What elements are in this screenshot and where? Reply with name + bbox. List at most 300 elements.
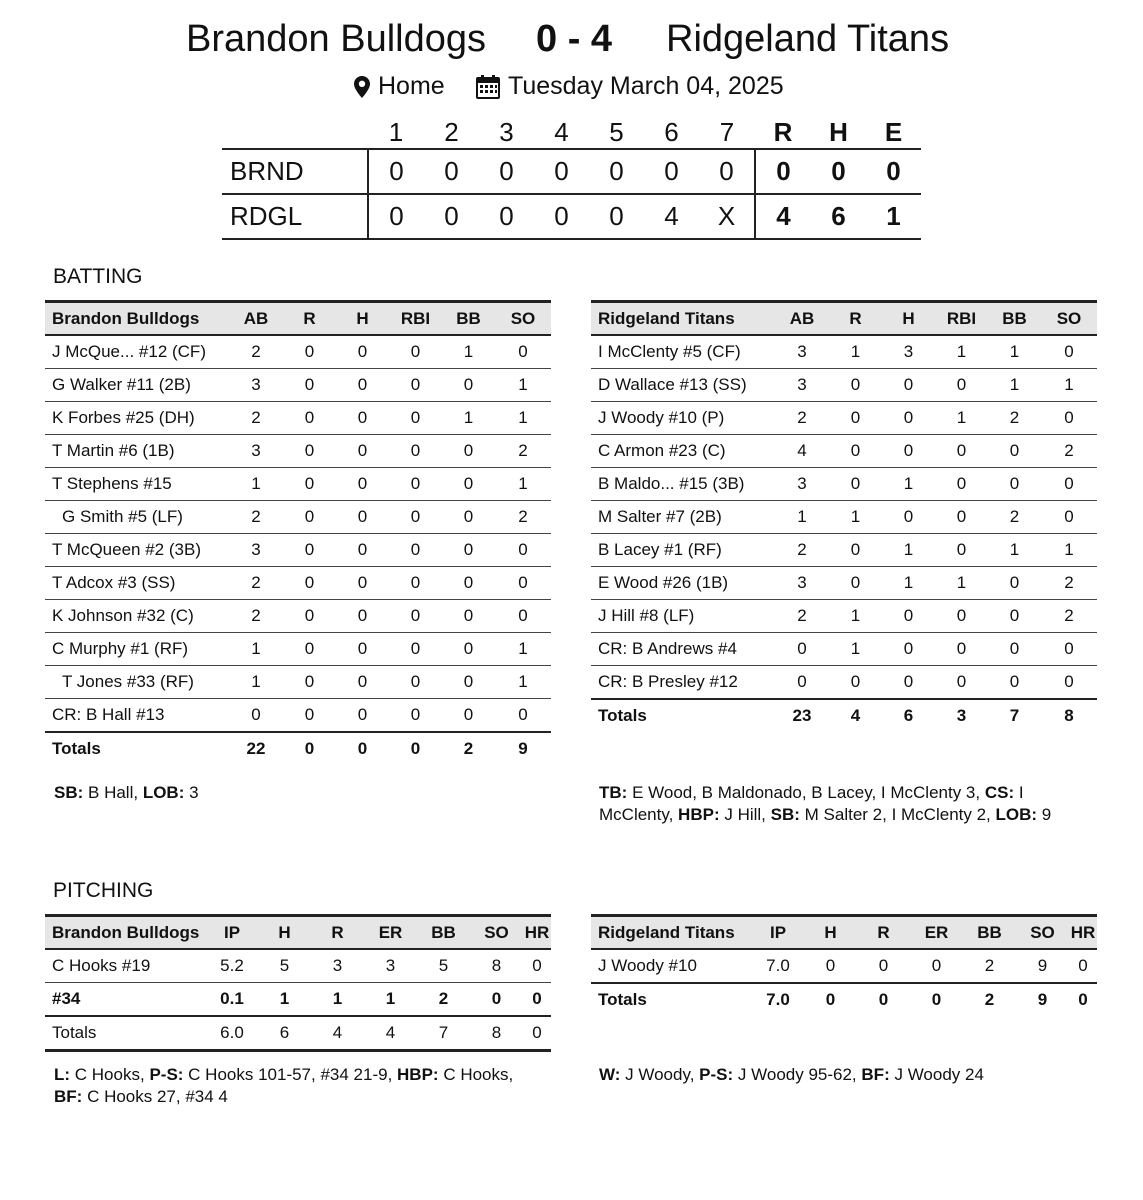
stat-cell: 3 [775, 567, 829, 600]
stat-cell: 3 [364, 949, 417, 983]
stat-cell: 0 [389, 435, 442, 468]
pitching-notes-home: W: J Woody, P-S: J Woody 95-62, BF: J Woody 24 [599, 1065, 984, 1084]
stat-cell: 0 [523, 983, 551, 1017]
totals-cell: 8 [470, 1016, 523, 1051]
stat-cell: 1 [988, 369, 1041, 402]
stat-cell: 0 [336, 369, 389, 402]
inning-header: 2 [444, 116, 459, 147]
stat-cell: 3 [229, 534, 283, 567]
stat-cell: 0 [829, 468, 882, 501]
total-runs: 0 [755, 149, 811, 194]
stat-cell: 0 [442, 600, 495, 633]
stat-cell: 0 [389, 534, 442, 567]
stat-cell: 0 [283, 369, 336, 402]
stat-cell: 3 [229, 369, 283, 402]
player-row [591, 666, 1097, 700]
totals-row [591, 699, 1097, 732]
inning-header: 7 [719, 116, 735, 147]
totals-cell: 6 [258, 1016, 311, 1051]
stat-column-header: H [804, 916, 857, 950]
stat-column-header: BB [417, 916, 470, 950]
stat-cell: 2 [229, 567, 283, 600]
stat-cell: 2 [1041, 567, 1097, 600]
total-errors: 0 [886, 156, 901, 186]
player-row [591, 501, 1097, 534]
stat-column-header: SO [1016, 916, 1069, 950]
stat-cell: 4 [775, 435, 829, 468]
stat-cell: 0 [882, 369, 935, 402]
stat-cell: 1 [829, 335, 882, 369]
home-team-name: Ridgeland Titans [666, 18, 950, 60]
inning-score: 0 [499, 201, 514, 231]
inning-score: 0 [444, 201, 459, 231]
stat-cell: 0 [229, 699, 283, 733]
stat-cell: 1 [442, 402, 495, 435]
stat-cell: 0 [1041, 666, 1097, 700]
player-row [45, 435, 551, 468]
stat-cell: 0 [988, 600, 1041, 633]
stat-cell: 0 [882, 435, 935, 468]
stat-cell: 0 [523, 949, 551, 983]
stat-cell: 2 [229, 335, 283, 369]
location-info [354, 72, 445, 101]
player-row [45, 983, 551, 1017]
stat-cell: 3 [229, 435, 283, 468]
stat-cell: 2 [775, 600, 829, 633]
totals-cell: 7 [988, 699, 1041, 732]
stat-column-header: SO [470, 916, 523, 950]
line-score-table [222, 116, 921, 240]
stat-column-header: H [336, 302, 389, 336]
totals-cell: 0 [336, 732, 389, 765]
stat-cell: 0 [283, 501, 336, 534]
stat-cell: 0 [935, 501, 988, 534]
stat-column-header: SO [495, 302, 551, 336]
stat-cell: 1 [229, 666, 283, 699]
stat-cell: 0 [389, 666, 442, 699]
inning-header: 1 [388, 116, 404, 147]
player-name: T McQueen #2 (3B) [45, 534, 229, 567]
header-row [45, 302, 551, 336]
stat-cell: 3 [775, 369, 829, 402]
stat-cell: 0 [988, 435, 1041, 468]
player-row [45, 699, 551, 733]
batting-table-home [591, 300, 1097, 732]
stat-column-header: R [857, 916, 910, 950]
team-column-header: Ridgeland Titans [591, 302, 775, 336]
player-row [591, 600, 1097, 633]
player-name: C Murphy #1 (RF) [45, 633, 229, 666]
stat-cell: 1 [988, 534, 1041, 567]
inning-score: 0 [609, 156, 624, 186]
totals-cell: 0 [857, 983, 910, 1016]
totals-row [45, 1016, 551, 1051]
stat-cell: 0 [389, 402, 442, 435]
stat-cell: 0 [988, 468, 1041, 501]
stat-cell: 0 [882, 600, 935, 633]
player-row [591, 369, 1097, 402]
stat-cell: 0 [829, 435, 882, 468]
stat-column-header: HR [1069, 916, 1097, 950]
stat-cell: 0 [442, 534, 495, 567]
totals-row [45, 732, 551, 765]
stat-cell: 0 [336, 666, 389, 699]
stat-cell: 1 [935, 402, 988, 435]
inning-score: X [717, 201, 736, 231]
player-name: K Johnson #32 (C) [45, 600, 229, 633]
team-column-header: Brandon Bulldogs [45, 302, 229, 336]
final-score: 0 - 4 [536, 18, 613, 60]
totals-cell: 9 [1016, 983, 1069, 1016]
stat-cell: 2 [988, 402, 1041, 435]
stat-cell: 3 [775, 468, 829, 501]
stat-cell: 3 [311, 949, 364, 983]
stat-cell: 0 [283, 468, 336, 501]
player-name: C Armon #23 (C) [591, 435, 775, 468]
stat-column-header: BB [988, 302, 1041, 336]
player-row [591, 534, 1097, 567]
hits-header: H [829, 116, 848, 147]
stat-cell: 0 [935, 369, 988, 402]
stat-cell: 0 [829, 369, 882, 402]
stat-cell: 0 [829, 567, 882, 600]
stat-column-header: H [258, 916, 311, 950]
stat-cell: 1 [495, 369, 551, 402]
stat-cell: 0 [283, 600, 336, 633]
stat-cell: 3 [775, 335, 829, 369]
player-name: #34 [45, 983, 206, 1017]
stat-cell: 0 [935, 633, 988, 666]
stat-cell: 0 [804, 949, 857, 983]
player-name: CR: B Presley #12 [591, 666, 775, 700]
stat-cell: 0 [442, 369, 495, 402]
totals-cell: 22 [229, 732, 283, 765]
player-row [591, 335, 1097, 369]
stat-cell: 2 [229, 501, 283, 534]
stat-cell: 1 [988, 335, 1041, 369]
stat-cell: 0 [389, 335, 442, 369]
stat-cell: 9 [1016, 949, 1069, 983]
totals-row [591, 983, 1097, 1016]
stat-cell: 1 [1041, 534, 1097, 567]
line-score-row-home [222, 194, 921, 239]
inning-score: 0 [499, 156, 514, 186]
stat-cell: 2 [495, 435, 551, 468]
player-row [45, 335, 551, 369]
stat-cell: 0 [1041, 633, 1097, 666]
stat-cell: 0 [283, 435, 336, 468]
player-row [591, 468, 1097, 501]
stat-cell: 1 [258, 983, 311, 1017]
stat-cell: 0 [442, 699, 495, 733]
errors-header: E [884, 116, 903, 147]
stat-cell: 0 [389, 501, 442, 534]
game-date: Tuesday March 04, 2025 [508, 72, 784, 100]
stat-column-header: AB [229, 302, 283, 336]
stat-cell: 0 [283, 335, 336, 369]
stat-column-header: AB [775, 302, 829, 336]
stat-cell: 0 [336, 335, 389, 369]
stat-cell: 0 [336, 633, 389, 666]
stat-cell: 1 [882, 468, 935, 501]
totals-cell: 23 [775, 699, 829, 732]
player-row [45, 369, 551, 402]
stat-cell: 3 [882, 335, 935, 369]
stat-cell: 2 [417, 983, 470, 1017]
player-row [45, 666, 551, 699]
totals-label: Totals [591, 699, 775, 732]
stat-cell: 2 [229, 600, 283, 633]
stat-column-header: BB [963, 916, 1016, 950]
stat-cell: 1 [882, 534, 935, 567]
stat-cell: 0 [336, 600, 389, 633]
stat-cell: 0 [470, 983, 523, 1017]
player-name: C Hooks #19 [45, 949, 206, 983]
stat-cell: 0 [389, 699, 442, 733]
player-row [591, 567, 1097, 600]
player-name: G Walker #11 (2B) [45, 369, 229, 402]
stat-cell: 5 [417, 949, 470, 983]
stat-cell: 1 [829, 633, 882, 666]
pitching-table-away [45, 914, 551, 1052]
stat-cell: 1 [364, 983, 417, 1017]
stat-cell: 0 [882, 666, 935, 700]
stat-cell: 0 [336, 699, 389, 733]
stat-cell: 2 [988, 501, 1041, 534]
inning-header: 3 [499, 116, 514, 147]
stat-cell: 0 [882, 402, 935, 435]
stat-cell: 0 [1041, 402, 1097, 435]
stat-cell: 0 [775, 633, 829, 666]
stat-cell: 1 [495, 402, 551, 435]
line-score-team: RDGL [222, 194, 368, 239]
player-name: M Salter #7 (2B) [591, 501, 775, 534]
player-row [45, 402, 551, 435]
totals-cell: 6.0 [206, 1016, 258, 1051]
stat-cell: 1 [495, 666, 551, 699]
totals-cell: 3 [935, 699, 988, 732]
stat-cell: 0 [935, 600, 988, 633]
stat-column-header: R [311, 916, 364, 950]
totals-cell: 4 [829, 699, 882, 732]
stat-column-header: SO [1041, 302, 1097, 336]
stat-column-header: RBI [389, 302, 442, 336]
stat-cell: 0 [882, 501, 935, 534]
totals-cell: 4 [364, 1016, 417, 1051]
inning-score: 0 [609, 201, 624, 231]
stat-cell: 1 [829, 600, 882, 633]
stat-cell: 0 [283, 666, 336, 699]
player-row [591, 402, 1097, 435]
batting-notes-home: TB: E Wood, B Maldonado, B Lacey, I McClenty 3, CS: I McClenty, HBP: J Hill, SB: M Salter 2, I McClenty 2, LOB: 9 [599, 783, 1052, 824]
stat-column-header: H [882, 302, 935, 336]
player-name: K Forbes #25 (DH) [45, 402, 229, 435]
stat-column-header: RBI [935, 302, 988, 336]
stat-cell: 0 [336, 402, 389, 435]
inning-score: 0 [389, 156, 404, 186]
stat-column-header: R [283, 302, 336, 336]
batting-notes-away: SB: B Hall, LOB: 3 [54, 783, 199, 802]
stat-cell: 0 [336, 468, 389, 501]
stat-cell: 1 [442, 335, 495, 369]
player-name: T Adcox #3 (SS) [45, 567, 229, 600]
stat-column-header: R [829, 302, 882, 336]
player-name: G Smith #5 (LF) [45, 501, 229, 534]
inning-score: 0 [554, 201, 569, 231]
stat-column-header: IP [752, 916, 804, 950]
calendar-icon [476, 75, 500, 99]
stat-cell: 1 [882, 567, 935, 600]
inning-score: 0 [389, 201, 404, 231]
header-row [591, 302, 1097, 336]
player-name: B Maldo... #15 (3B) [591, 468, 775, 501]
totals-cell: 6 [882, 699, 935, 732]
stat-cell: 0 [336, 435, 389, 468]
stat-cell: 0 [882, 633, 935, 666]
player-row [45, 468, 551, 501]
stat-cell: 0 [336, 534, 389, 567]
player-name: B Lacey #1 (RF) [591, 534, 775, 567]
stat-cell: 0 [775, 666, 829, 700]
pitching-notes-away: L: C Hooks, P-S: C Hooks 101-57, #34 21-9, HBP: C Hooks, BF: C Hooks 27, #34 4 [54, 1065, 514, 1106]
totals-cell: 0 [523, 1016, 551, 1051]
stat-cell: 0 [495, 335, 551, 369]
stat-cell: 0 [336, 567, 389, 600]
player-row [45, 534, 551, 567]
map-pin-icon [354, 76, 370, 98]
stat-cell: 0 [389, 567, 442, 600]
stat-cell: 0 [1069, 949, 1097, 983]
stat-column-header: ER [364, 916, 417, 950]
player-name: T Martin #6 (1B) [45, 435, 229, 468]
inning-score: 0 [554, 156, 569, 186]
inning-score: 0 [719, 156, 734, 186]
stat-cell: 0 [442, 435, 495, 468]
stat-cell: 0.1 [206, 983, 258, 1017]
stat-cell: 0 [829, 402, 882, 435]
line-score-team: BRND [222, 149, 368, 194]
totals-label: Totals [45, 1016, 206, 1051]
stat-cell: 0 [1041, 335, 1097, 369]
stat-cell: 2 [229, 402, 283, 435]
stat-cell: 0 [988, 633, 1041, 666]
stat-cell: 0 [336, 501, 389, 534]
stat-column-header: ER [910, 916, 963, 950]
player-name: J Hill #8 (LF) [591, 600, 775, 633]
player-name: CR: B Hall #13 [45, 699, 229, 733]
stat-cell: 0 [988, 666, 1041, 700]
stat-cell: 0 [495, 534, 551, 567]
batting-table-away [45, 300, 551, 765]
player-row [45, 567, 551, 600]
player-row [591, 435, 1097, 468]
stat-cell: 0 [389, 369, 442, 402]
totals-cell: 0 [389, 732, 442, 765]
player-name: E Wood #26 (1B) [591, 567, 775, 600]
totals-cell: 0 [283, 732, 336, 765]
total-hits: 6 [831, 201, 846, 231]
totals-label: Totals [45, 732, 229, 765]
stat-cell: 1 [229, 468, 283, 501]
stat-cell: 7.0 [752, 949, 804, 983]
totals-cell: 0 [910, 983, 963, 1016]
stat-column-header: HR [523, 916, 551, 950]
player-name: J Woody #10 (P) [591, 402, 775, 435]
stat-cell: 0 [389, 600, 442, 633]
total-hits: 0 [831, 156, 846, 186]
player-name: T Jones #33 (RF) [45, 666, 229, 699]
player-row [45, 949, 551, 983]
stat-cell: 0 [857, 949, 910, 983]
stat-cell: 0 [283, 534, 336, 567]
totals-cell: 0 [1069, 983, 1097, 1016]
stat-cell: 2 [495, 501, 551, 534]
inning-score: 0 [444, 156, 459, 186]
line-score-header-row [222, 116, 921, 149]
stat-cell: 0 [829, 666, 882, 700]
stat-cell: 1 [311, 983, 364, 1017]
totals-label: Totals [591, 983, 752, 1016]
stat-cell: 1 [829, 501, 882, 534]
inning-score: 4 [664, 201, 679, 231]
totals-cell: 8 [1041, 699, 1097, 732]
header-row [45, 916, 551, 950]
inning-header: 5 [609, 116, 624, 147]
stat-cell: 0 [283, 633, 336, 666]
stat-cell: 0 [935, 666, 988, 700]
line-score-row-away [222, 149, 921, 194]
stat-cell: 0 [829, 534, 882, 567]
game-header [0, 18, 1143, 66]
stat-cell: 2 [963, 949, 1016, 983]
stat-cell: 0 [935, 435, 988, 468]
stat-cell: 0 [935, 534, 988, 567]
stat-cell: 0 [389, 468, 442, 501]
stat-cell: 0 [283, 699, 336, 733]
stat-cell: 1 [935, 567, 988, 600]
player-row [45, 633, 551, 666]
player-name: J Woody #10 [591, 949, 752, 983]
stat-cell: 1 [1041, 369, 1097, 402]
stat-cell: 0 [910, 949, 963, 983]
totals-cell: 2 [963, 983, 1016, 1016]
stat-cell: 8 [470, 949, 523, 983]
location-label: Home [378, 72, 445, 100]
stat-cell: 0 [1041, 501, 1097, 534]
header-row [591, 916, 1097, 950]
stat-cell: 5 [258, 949, 311, 983]
stat-cell: 1 [495, 633, 551, 666]
stat-cell: 1 [775, 501, 829, 534]
team-column-header: Ridgeland Titans [591, 916, 752, 950]
date-info [476, 72, 784, 101]
stat-cell: 0 [442, 501, 495, 534]
totals-cell: 2 [442, 732, 495, 765]
stat-cell: 1 [495, 468, 551, 501]
stat-cell: 0 [988, 567, 1041, 600]
stat-cell: 2 [1041, 600, 1097, 633]
stat-cell: 0 [935, 468, 988, 501]
inning-header: 6 [664, 116, 679, 147]
batting-section-title: BATTING [53, 265, 143, 288]
stat-cell: 2 [775, 402, 829, 435]
stat-cell: 5.2 [206, 949, 258, 983]
runs-header: R [773, 116, 793, 147]
stat-cell: 0 [1041, 468, 1097, 501]
player-name: T Stephens #15 [45, 468, 229, 501]
player-name: CR: B Andrews #4 [591, 633, 775, 666]
pitching-table-home [591, 914, 1097, 1016]
